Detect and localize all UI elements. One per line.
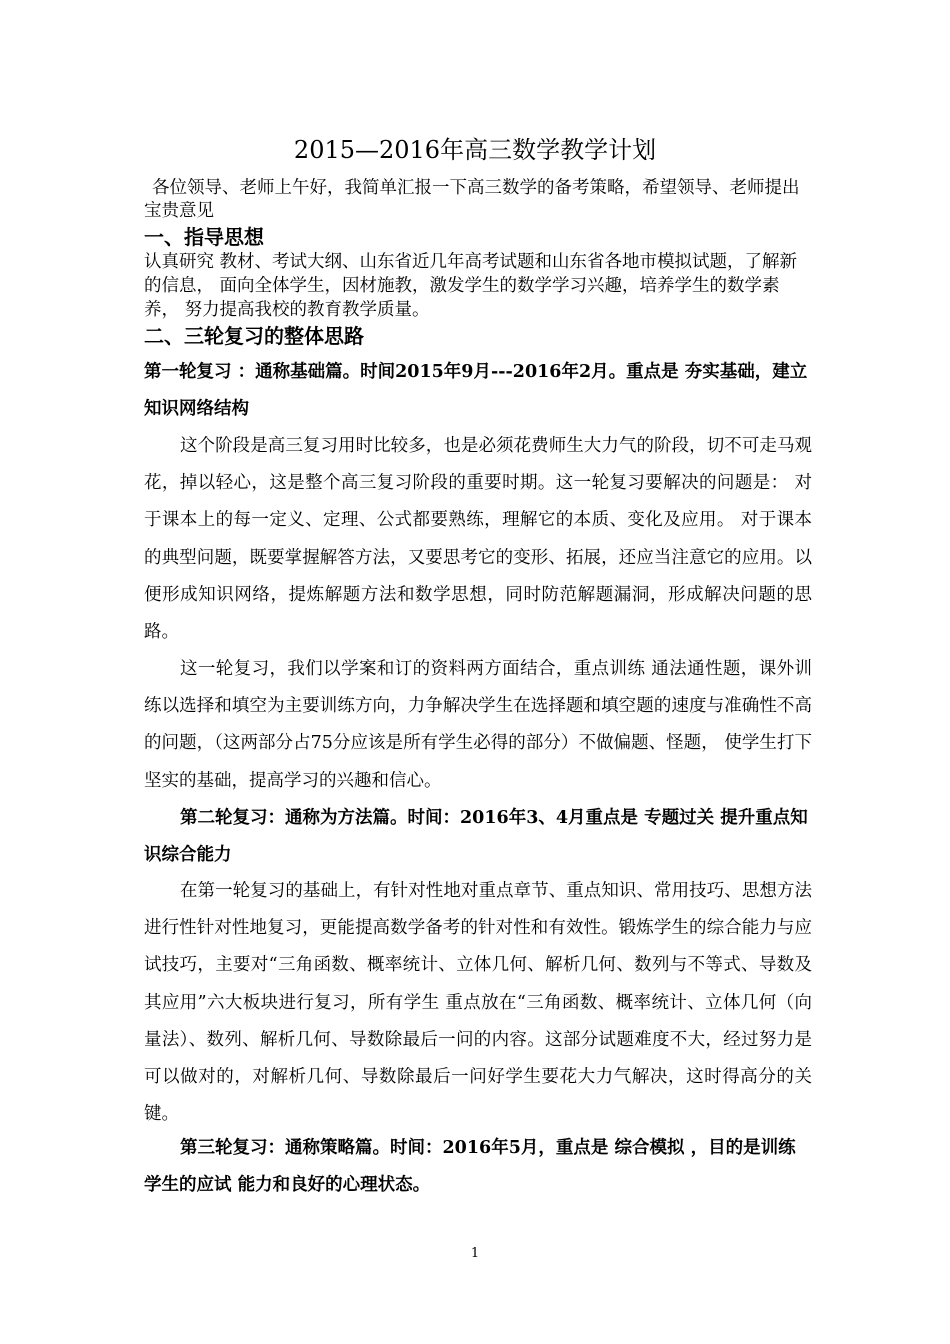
- document-title: 2015—2016年高三数学教学计划: [293, 136, 657, 164]
- round1-paragraph-1: 这个阶段是高三复习用时比较多，也是必须花费师生大力气的阶段，切不可走马观花，掉以轻心，这是整个高三复习阶段的重要时期。这一轮复习要解决的问题是： 对于课本上的每一定义、定理、公式都要熟练，理解它的本质、变化及应用。 对于课本的典型问题，既要掌握解答方法，又要思考它的变形、拓展，还应当注意它的应用。以便形成知识网络，提炼解题方法和数学思想，同时防范解题漏洞，形成解决问题的思路。: [144, 436, 812, 643]
- round1-heading: 第一轮复习 ：通称基础篇。时间2015年9月---2016年2月。重点是 夯实基础，建立知识网络结构: [144, 362, 808, 419]
- round3-heading: 第三轮复习：通称策略篇。时间：2016年5月，重点是 综合模拟 ，目的是训练学生的应试 能力和良好的心理状态。: [144, 1138, 796, 1195]
- round2-paragraph: 在第一轮复习的基础上，有针对性地对重点章节、重点知识、常用技巧、思想方法进行性针对性地复习，更能提高数学备考的针对性和有效性。锻炼学生的综合能力与应试技巧，主要对“三角函数、概率统计、立体几何、解析几何、数列与不等式、导数及其应用”六大板块进行复习，所有学生 重点放在“三角函数、概率统计、立体几何（向量法）、数列、解析几何、导数除最后一问的内容。这部分试题难度不大，经过努力是可以做对的，对解析几何、导数除最后一问好学生要花大力气解决，这时得高分的关键。: [144, 881, 812, 1125]
- section-heading-guiding-thought: 一、指导思想: [144, 225, 264, 249]
- page-number: 1: [470, 1246, 480, 1261]
- guiding-thought-paragraph: 认真研究 教材、考试大纲、山东省近几年高考试题和山东省各地市模拟试题，了解新的信息， 面向全体学生，因材施教，激发学生的数学学习兴趣，培养学生的数学素养， 努力提高我校的教育教学质量。: [144, 252, 798, 320]
- round1-paragraph-2: 这一轮复习，我们以学案和订的资料两方面结合，重点训练 通法通性题，课外训练以选择和填空为主要训练方向，力争解决学生在选择题和填空题的速度与准确性不高的问题，（这两部分占75分应该是所有学生必得的部分）不做偏题、怪题， 使学生打下坚实的基础，提高学习的兴趣和信心。: [144, 659, 812, 791]
- round2-heading: 第二轮复习：通称为方法篇。时间：2016年3、4月重点是 专题过关 提升重点知识综合能力: [144, 808, 808, 865]
- section-heading-review-plan: 二、三轮复习的整体思路: [144, 324, 364, 348]
- intro-paragraph: 各位领导、老师上午好，我简单汇报一下高三数学的备考策略，希望领导、老师提出宝贵意见: [144, 178, 800, 221]
